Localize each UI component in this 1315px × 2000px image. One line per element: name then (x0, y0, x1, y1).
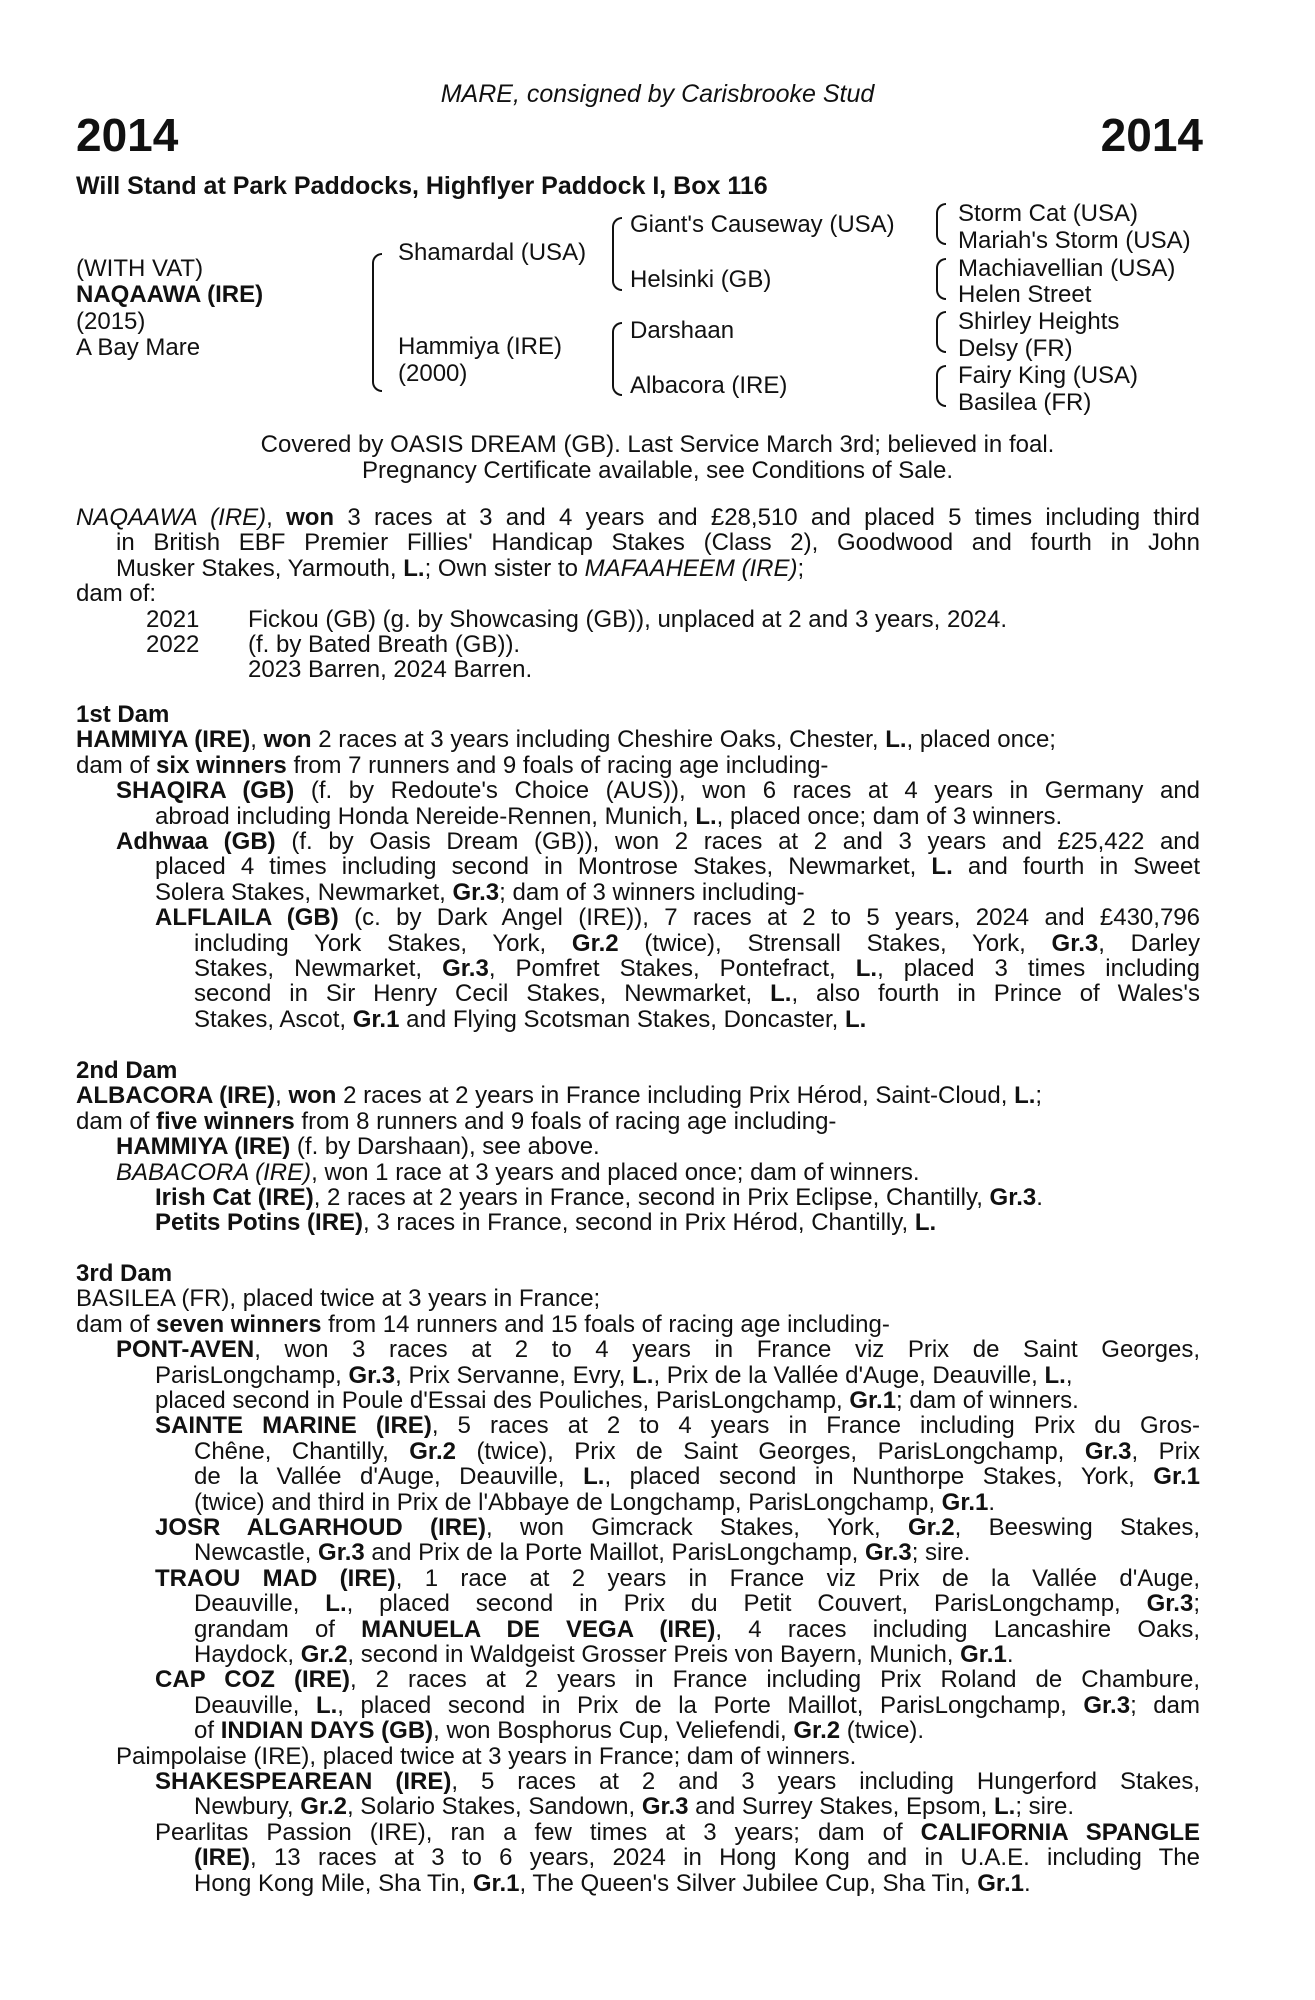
section-line (155, 1566, 1200, 1592)
text-run: L. (914, 1209, 937, 1237)
text-run: , Prix Servanne, Evry, (395, 1361, 633, 1389)
text-run: Gr.2 (907, 1514, 955, 1541)
vat-note: (WITH VAT) (76, 255, 204, 282)
text-run: BABACORA (IRE) (116, 1158, 312, 1186)
text-run: SAINTE MARINE (IRE) (155, 1412, 432, 1440)
text-run: , placed once; dam of 3 winners. (716, 802, 1063, 830)
text-run: Stakes, Newmarket, (194, 955, 443, 982)
section-line (76, 1083, 1042, 1109)
text-run: abroad including Honda Nereide-Rennen, Munich, (155, 802, 696, 830)
section-line (155, 1388, 1079, 1414)
text-run: 2 races at 3 years including Cheshire Oaks, Chester, (311, 726, 886, 754)
text-run: Gr.1 (941, 1488, 989, 1516)
text-run: (twice). (840, 1717, 925, 1745)
text-run: ; Own sister to (424, 554, 585, 582)
section-line (116, 1160, 919, 1186)
text-run: six winners (156, 751, 287, 779)
text-run: ALBACORA (IRE) (76, 1082, 276, 1110)
text-run: L. (1014, 1082, 1036, 1110)
text-run: , 5 races at 2 and 3 years including Hungerford Stakes, (451, 1768, 1201, 1795)
text-run: MAFAAHEEM (IRE) (584, 554, 798, 582)
text-run: Petits Potins (IRE) (155, 1209, 364, 1237)
pedigree-sire-dam: Helsinki (GB) (630, 266, 772, 293)
text-run: , placed second in Prix du Petit Couvert, ParisLongchamp, (346, 1590, 1147, 1618)
foal-record: Fickou (GB) (g. by Showcasing (GB)), unplaced at 2 and 3 years, 2024. (248, 605, 1008, 633)
text-run: L. (1044, 1361, 1066, 1389)
text-run: ; dam of 3 winners including- (499, 878, 805, 906)
text-run: L. (325, 1590, 347, 1618)
text-run: NAQAAWA (IRE) (76, 504, 267, 531)
section-line (194, 1540, 970, 1566)
text-run: , 3 races in France, second in Prix Hérod, Chantilly, (363, 1209, 915, 1237)
text-run: ; dam of winners. (896, 1387, 1079, 1414)
pedigree-dsd: Delsy (FR) (958, 335, 1073, 362)
text-run: HAMMIYA (IRE) (76, 726, 251, 754)
text-run: won (288, 1082, 337, 1110)
section-line (194, 956, 1200, 982)
section-line (76, 1312, 890, 1338)
section-line (155, 1515, 1200, 1541)
text-run: L. (583, 1463, 605, 1491)
lot-number-left: 2014 (76, 109, 179, 161)
text-run: , 5 races at 2 to 4 years in France including Prix du Gros- (431, 1412, 1201, 1440)
pedigree-brace-3b (936, 258, 946, 300)
section-line (194, 1718, 924, 1744)
produce-line (76, 581, 156, 607)
section-line (76, 1286, 600, 1312)
stand-location: Will Stand at Park Paddocks, Highflyer Paddock I, Box 116 (76, 172, 768, 200)
text-run: , Beeswing Stakes, (954, 1514, 1200, 1541)
section-line (116, 778, 1200, 804)
text-run: . (988, 1488, 996, 1516)
section-line (155, 1769, 1200, 1795)
text-run: , won 1 race at 3 years and placed once; dam of winners. (311, 1158, 920, 1186)
text-run: Gr.1 (1153, 1463, 1200, 1491)
pedigree-ssd: Mariah's Storm (USA) (958, 227, 1191, 254)
text-run: Gr.3 (318, 1539, 365, 1567)
text-run: , placed 3 times including (877, 955, 1201, 982)
section-line (155, 1185, 1043, 1211)
text-run: PONT-AVEN (116, 1336, 255, 1364)
text-run: and fourth in Sweet (952, 853, 1201, 881)
section-line (194, 1845, 1200, 1871)
pregnancy-note: Pregnancy Certificate available, see Conditions of Sale. (362, 457, 953, 484)
section-line (155, 1210, 936, 1236)
text-run: (c. by Dark Angel (IRE)), 7 races at 2 to 5 years, 2024 and £430,796 (338, 904, 1200, 932)
section-line (155, 804, 1062, 830)
text-run: Gr.1 (977, 1869, 1024, 1897)
text-run: of (194, 1717, 221, 1745)
text-run: , 2 races at 2 years in France, second in Prix Eclipse, Chantilly, (313, 1184, 990, 1211)
section-line (194, 1642, 1014, 1668)
text-run: , placed second in Prix de la Porte Maillot, ParisLongchamp, (337, 1691, 1084, 1719)
pedigree-dam-sire: Darshaan (630, 317, 735, 344)
text-run: Gr.3 (1051, 929, 1099, 957)
text-run: , also fourth in Prince of Wales's (791, 980, 1200, 1008)
text-run: Newbury, (194, 1793, 301, 1821)
text-run: ; (797, 554, 805, 582)
text-run: L. (632, 1361, 654, 1389)
text-run: . (1036, 1184, 1043, 1211)
text-run: Gr.3 (641, 1793, 689, 1821)
text-run: (f. by Redoute's Choice (AUS)), won 6 races at 4 years in Germany and (294, 777, 1201, 805)
text-run: L. (885, 726, 907, 754)
section-line (116, 1134, 600, 1160)
text-run: ; sire. (911, 1539, 971, 1567)
consignor-line: MARE, consigned by Carisbrooke Stud (440, 80, 875, 108)
produce-line (116, 530, 1200, 556)
pedigree-brace-3a (936, 203, 946, 245)
pedigree-brace-3d (936, 365, 946, 407)
text-run: Gr.1 (849, 1387, 897, 1414)
text-run: , placed once; (906, 726, 1056, 754)
text-run: Gr.2 (571, 929, 619, 957)
text-run: in British EBF Premier Fillies' Handicap Stakes (Class 2), Goodwood and fourth in John (116, 529, 1200, 557)
text-run: CAP COZ (IRE) (155, 1666, 350, 1694)
text-run: 3 races at 3 and 4 years and £28,510 and placed 5 times including third (334, 504, 1200, 531)
text-run: , 1 race at 2 years in France viz Prix de la Vallée d'Auge, (395, 1564, 1201, 1592)
text-run: , (1065, 1361, 1073, 1389)
text-run: . (1006, 1641, 1014, 1668)
text-run: and Surrey Stakes, Epsom, (688, 1793, 994, 1821)
text-run: L. (695, 802, 717, 830)
text-run: Haydock, (194, 1641, 301, 1668)
text-run: JOSR ALGARHOUD (IRE) (155, 1514, 487, 1541)
text-run: , second in Waldgeist Grosser Preis von Bayern, Munich, (347, 1641, 961, 1668)
horse-year: (2015) (76, 308, 146, 335)
text-run: Gr.3 (1084, 1437, 1132, 1465)
text-run: Gr.1 (960, 1641, 1007, 1668)
section-line (116, 1337, 1200, 1363)
section-line (194, 1591, 1200, 1617)
text-run: Gr.2 (793, 1717, 841, 1745)
pedigree-sss: Storm Cat (USA) (958, 200, 1139, 227)
text-run: ; (1193, 1590, 1200, 1618)
text-run: L. (770, 980, 792, 1008)
produce-line (116, 556, 804, 582)
pedigree-sire: Shamardal (USA) (398, 239, 587, 266)
foal-year: 2021 (146, 605, 200, 633)
text-run: L. (994, 1793, 1016, 1821)
section-line (194, 1490, 995, 1516)
text-run: Deauville, (194, 1691, 316, 1719)
text-run: , (266, 504, 287, 531)
foal-year: 2022 (146, 631, 200, 658)
section-heading: 2nd Dam (76, 1057, 178, 1084)
section-line (155, 905, 1200, 931)
text-run: Gr.1 (472, 1869, 520, 1897)
section-line (76, 727, 1056, 753)
text-run: 2 races at 2 years in France including Prix Hérod, Saint-Cloud, (336, 1082, 1015, 1110)
text-run: . (1023, 1869, 1031, 1897)
text-run: Gr.2 (409, 1437, 456, 1465)
pedigree-brace-3c (936, 311, 946, 353)
section-line (155, 880, 805, 906)
text-run: Gr.3 (452, 878, 500, 906)
foal-record: (f. by Bated Breath (GB)). (248, 631, 521, 658)
text-run: , Prix de la Vallée d'Auge, Deauville, (653, 1361, 1045, 1389)
text-run: dam of (76, 1310, 157, 1338)
text-run: , 2 races at 2 years in France including Prix Roland de Chambure, (349, 1666, 1200, 1694)
pedigree-dam-year: (2000) (398, 360, 468, 387)
produce-line (76, 505, 1200, 531)
pedigree-sds: Machiavellian (USA) (958, 255, 1176, 282)
text-run: Adhwaa (GB) (116, 828, 276, 855)
pedigree-dss: Shirley Heights (958, 308, 1120, 335)
section-line (155, 1413, 1200, 1439)
text-run: Deauville, (194, 1590, 326, 1618)
foal-record: 2023 Barren, 2024 Barren. (248, 656, 533, 684)
text-run: Gr.2 (300, 1793, 347, 1821)
section-line (194, 1871, 1031, 1897)
text-run: MANUELA DE VEGA (IRE) (361, 1615, 716, 1643)
text-run: , Solario Stakes, Sandown, (346, 1793, 642, 1821)
text-run: L. (855, 955, 878, 982)
pedigree-brace-2b (612, 322, 622, 396)
text-run: (twice), Strensall Stakes, York, (618, 929, 1052, 957)
text-run: Pearlitas Passion (IRE), ran a few times at 3 years; dam of (155, 1818, 921, 1846)
section-line (116, 829, 1200, 855)
text-run: ALFLAILA (GB) (155, 904, 339, 932)
text-run: CALIFORNIA SPANGLE (920, 1818, 1201, 1846)
section-heading: 1st Dam (76, 701, 170, 728)
text-run: from 7 runners and 9 foals of racing age including- (286, 751, 829, 779)
text-run: BASILEA (FR), placed twice at 3 years in France; (76, 1285, 601, 1313)
text-run: L. (315, 1691, 338, 1719)
section-line (194, 1693, 1200, 1719)
text-run: , The Queen's Silver Jubilee Cup, Sha Tin, (519, 1869, 978, 1897)
pedigree-dds: Fairy King (USA) (958, 362, 1139, 389)
text-run: Gr.3 (442, 955, 489, 982)
text-run: Paimpolaise (IRE), placed twice at 3 years in France; dam of winners. (116, 1742, 857, 1770)
text-run: and Prix de la Porte Maillot, ParisLongchamp, (364, 1539, 865, 1567)
section-line (194, 1007, 866, 1033)
text-run: , (250, 726, 264, 754)
text-run: second in Sir Henry Cecil Stakes, Newmarket, (194, 980, 771, 1008)
text-run: dam of: (76, 580, 157, 608)
pedigree-brace-2a (612, 217, 622, 291)
text-run: (twice), Prix de Saint Georges, ParisLongchamp, (455, 1437, 1085, 1465)
text-run: , placed second in Nunthorpe Stakes, York, (604, 1463, 1154, 1491)
text-run: , won Bosphorus Cup, Veliefendi, (433, 1717, 794, 1745)
text-run: (f. by Oasis Dream (GB)), won 2 races at 2 and 3 years and £25,422 and (275, 828, 1200, 855)
text-run: Gr.3 (1146, 1590, 1194, 1618)
horse-name: NAQAAWA (IRE) (76, 281, 264, 308)
text-run: including York Stakes, York, (194, 929, 572, 957)
covered-note: Covered by OASIS DREAM (GB). Last Service March 3rd; believed in foal. (260, 431, 1055, 458)
section-line (155, 1820, 1200, 1846)
section-line (76, 753, 828, 779)
section-line (116, 1744, 856, 1770)
pedigree-dam: Hammiya (IRE) (398, 333, 563, 360)
text-run: ; sire. (1015, 1793, 1075, 1821)
text-run: Gr.3 (865, 1539, 912, 1567)
text-run: HAMMIYA (IRE) (116, 1133, 291, 1161)
section-line (155, 1667, 1200, 1693)
text-run: five winners (156, 1107, 295, 1135)
text-run: dam of (76, 751, 157, 779)
pedigree-dam-dam: Albacora (IRE) (630, 372, 788, 399)
text-run: Solera Stakes, Newmarket, (155, 878, 453, 906)
text-run: seven winners (156, 1310, 322, 1338)
section-line (194, 1794, 1074, 1820)
text-run: , won 3 races at 2 to 4 years in France viz Prix de Saint Georges, (254, 1336, 1200, 1364)
lot-number-right: 2014 (1100, 109, 1203, 161)
text-run: Irish Cat (IRE) (155, 1184, 314, 1211)
text-run: (IRE) (194, 1844, 250, 1872)
text-run: (f. by Darshaan), see above. (290, 1133, 600, 1161)
section-line (194, 1617, 1200, 1643)
pedigree-brace-1 (372, 253, 382, 392)
text-run: won (286, 504, 335, 531)
text-run: INDIAN DAYS (GB) (220, 1717, 434, 1745)
text-run: Gr.3 (1083, 1691, 1131, 1719)
section-line (194, 1464, 1200, 1490)
section-line (155, 854, 1200, 880)
text-run: de la Vallée d'Auge, Deauville, (194, 1463, 584, 1491)
text-run: Musker Stakes, Yarmouth, (116, 554, 404, 582)
text-run: Gr.3 (989, 1184, 1037, 1211)
text-run: Newcastle, (194, 1539, 319, 1567)
pedigree-sire-sire: Giant's Causeway (USA) (630, 211, 895, 238)
text-run: Chêne, Chantilly, (194, 1437, 410, 1465)
text-run: , won Gimcrack Stakes, York, (486, 1514, 908, 1541)
section-line (155, 1363, 1072, 1389)
section-line (76, 1109, 836, 1135)
text-run: Gr.3 (348, 1361, 396, 1389)
text-run: placed second in Poule d'Essai des Pouliches, ParisLongchamp, (155, 1387, 850, 1414)
text-run: , 4 races including Lancashire Oaks, (715, 1615, 1201, 1643)
text-run: , 13 races at 3 to 6 years, 2024 in Hong Kong and in U.A.E. including The (250, 1844, 1200, 1872)
text-run: ; (1035, 1082, 1043, 1110)
text-run: , Pomfret Stakes, Pontefract, (488, 955, 856, 982)
text-run: (twice) and third in Prix de l'Abbaye de Longchamp, ParisLongchamp, (194, 1488, 942, 1516)
text-run: Stakes, Ascot, (194, 1005, 353, 1033)
text-run: L. (403, 554, 425, 582)
text-run: , Prix (1131, 1437, 1201, 1465)
text-run: Gr.1 (352, 1005, 400, 1033)
text-run: L. (845, 1005, 867, 1033)
text-run: won (263, 726, 312, 754)
text-run: ParisLongchamp, (155, 1361, 349, 1389)
section-line (194, 931, 1200, 957)
text-run: grandam of (194, 1615, 362, 1643)
text-run: ; dam (1130, 1691, 1200, 1719)
pedigree-ddd: Basilea (FR) (958, 389, 1092, 416)
text-run: TRAOU MAD (IRE) (155, 1564, 396, 1592)
section-line (194, 1439, 1200, 1465)
text-run: SHAQIRA (GB) (116, 777, 295, 805)
section-line (194, 981, 1200, 1007)
text-run: SHAKESPEAREAN (IRE) (155, 1768, 452, 1795)
text-run: L. (931, 853, 953, 881)
pedigree-sdd: Helen Street (958, 281, 1092, 308)
horse-description: A Bay Mare (76, 334, 201, 361)
text-run: from 14 runners and 15 foals of racing age including- (321, 1310, 890, 1338)
text-run: Gr.2 (300, 1641, 348, 1668)
text-run: Hong Kong Mile, Sha Tin, (194, 1869, 473, 1897)
text-run: , (275, 1082, 289, 1110)
text-run: and Flying Scotsman Stakes, Doncaster, (399, 1005, 845, 1033)
text-run: from 8 runners and 9 foals of racing age including- (294, 1107, 837, 1135)
text-run: dam of (76, 1107, 157, 1135)
text-run: , Darley (1098, 929, 1201, 957)
text-run: placed 4 times including second in Montrose Stakes, Newmarket, (155, 853, 932, 881)
section-heading: 3rd Dam (76, 1260, 173, 1287)
